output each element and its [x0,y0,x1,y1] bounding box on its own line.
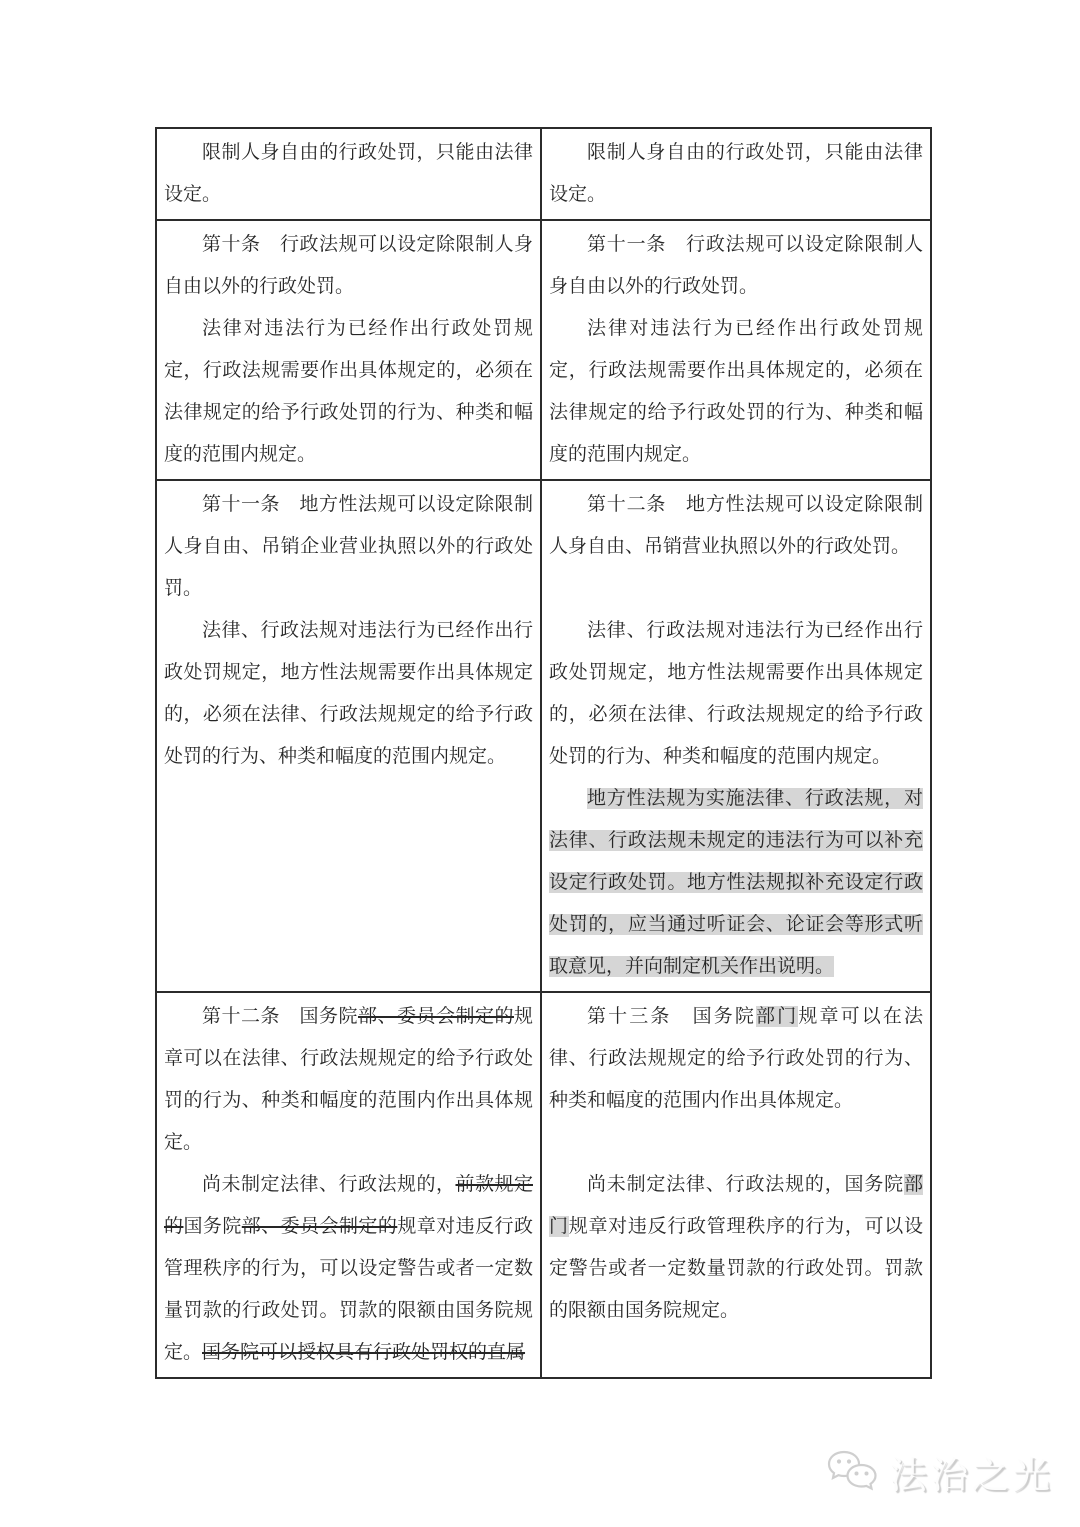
paragraph [164,484,533,610]
watermark-label: 法治之光 [890,1455,1054,1496]
paragraph [549,996,923,1122]
text-run: 法律对违法行为已经作出行政处罚规定，行政法规需要作出具体规定的，必须在法律规定的给予行政处罚的行为、种类和幅度的范围内规定。 [164,318,533,465]
cell-right-column [541,220,931,480]
deleted-text: 部、委员会制定的 [241,1216,398,1237]
text-run: 第十三条 国务院 [587,1006,757,1027]
text-run: 规章对违反行政管理秩序的行为，可以设定警告或者一定数量罚款的行政处罚。罚款的限额由国务院规定。 [549,1216,923,1321]
cell-right-column [541,128,931,220]
text-run: 国务院 [183,1216,242,1237]
table-row [156,480,931,992]
text-run: 规章可以在法律、行政法规规定的给予行政处罚的行为、种类和幅度的范围内作出具体规定。 [549,1006,923,1111]
deleted-text: 国务院可以授权具有行政处罚权的直属 [202,1342,526,1363]
paragraph [549,132,923,216]
paragraph [164,132,533,216]
cell-left-column [156,992,541,1378]
table-row [156,220,931,480]
paragraph [164,224,533,308]
paragraph [164,996,533,1164]
cell-left-column [156,220,541,480]
blank-line [549,1122,923,1164]
text-run: 规章对违反行政管理秩序的行为，可以设定警告或者一定数量罚款的行政处罚。罚款的限额由国务院规定。 [164,1216,533,1363]
text-run: 法律对违法行为已经作出行政处罚规定，行政法规需要作出具体规定的，必须在法律规定的给予行政处罚的行为、种类和幅度的范围内规定。 [549,318,923,465]
paragraph [549,484,923,568]
text-run: 第十条 行政法规可以设定除限制人身自由以外的行政处罚。 [164,234,533,297]
cell-left-column [156,128,541,220]
deleted-text: 部、委员会制定的 [357,1006,514,1027]
text-run: 尚未制定法律、行政法规的， [202,1174,456,1195]
text-run: 规章可以在法律、行政法规规定的给予行政处罚的行为、种类和幅度的范围内作出具体规定。 [164,1006,533,1153]
paragraph [549,224,923,308]
text-run: 限制人身自由的行政处罚，只能由法律设定。 [549,142,923,205]
deleted-text: 前款规定的 [164,1174,533,1237]
table-row [156,992,931,1378]
text-run: 尚未制定法律、行政法规的，国务院 [587,1174,904,1195]
cell-right-column [541,480,931,992]
paragraph [164,610,533,778]
text-run: 法律、行政法规对违法行为已经作出行政处罚规定，地方性法规需要作出具体规定的，必须在法律、行政法规规定的给予行政处罚的行为、种类和幅度的范围内规定。 [549,620,923,767]
paragraph [164,1164,533,1374]
paragraph [549,1164,923,1332]
watermark [824,1445,1054,1499]
text-run: 第十一条 地方性法规可以设定除限制人身自由、吊销企业营业执照以外的行政处罚。 [164,494,533,599]
inserted-text: 地方性法规为实施法律、行政法规，对法律、行政法规未规定的违法行为可以补充设定行政处罚。地方性法规拟补充设定行政处罚的，应当通过听证会、论证会等形式听取意见，并向制定机关作出说明。 [549,788,923,977]
blank-line [549,568,923,610]
wechat-icon [824,1448,880,1496]
text-run: 第十一条 行政法规可以设定除限制人身自由以外的行政处罚。 [549,234,923,297]
text-run: 第十二条 地方性法规可以设定除限制人身自由、吊销营业执照以外的行政处罚。 [549,494,923,557]
text-run: 法律、行政法规对违法行为已经作出行政处罚规定，地方性法规需要作出具体规定的，必须在法律、行政法规规定的给予行政处罚的行为、种类和幅度的范围内规定。 [164,620,533,767]
text-run: 限制人身自由的行政处罚，只能由法律设定。 [164,142,533,205]
cell-left-column [156,480,541,992]
paragraph [164,308,533,476]
paragraph [549,610,923,778]
comparison-table [155,127,932,1379]
paragraph [549,308,923,476]
comparison-table-body [156,128,931,1378]
text-run: 第十二条 国务院 [202,1006,358,1027]
paragraph [549,778,923,988]
cell-right-column [541,992,931,1378]
table-row [156,128,931,220]
inserted-text: 部门 [756,1006,799,1027]
inserted-text: 部门 [549,1174,923,1237]
